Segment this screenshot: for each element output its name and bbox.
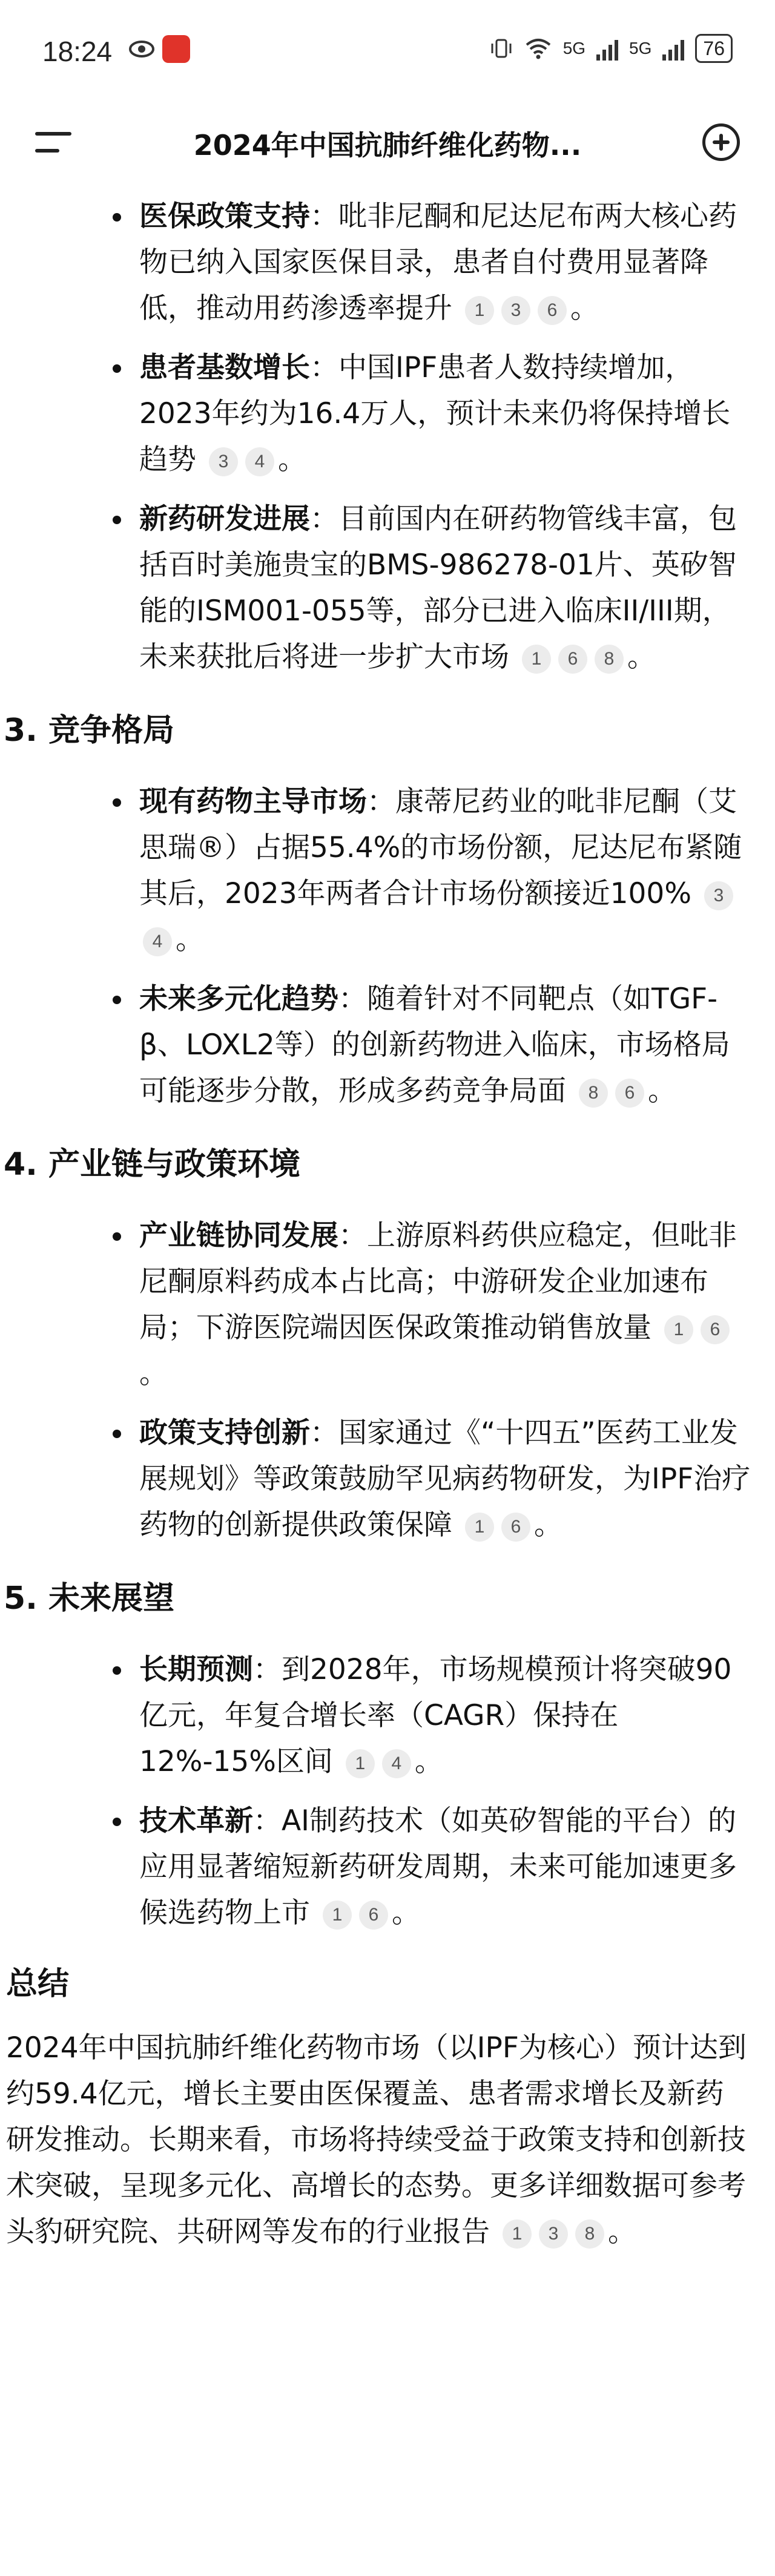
- item-end: 。: [277, 443, 306, 476]
- item-text: 中国IPF患者人数持续增加，2023年约为16.4万人，预计未来仍将保持增长趋势: [139, 351, 731, 476]
- item-end: 。: [176, 923, 204, 956]
- chat-header: [0, 103, 775, 182]
- section-heading: 3. 竞争格局: [4, 712, 175, 749]
- citation-badge[interactable]: 3: [209, 447, 238, 476]
- outlook-list: [115, 1647, 751, 1936]
- summary-text: 2024年中国抗肺纤维化药物市场（以IPF为核心）预计达到约59.4亿元，增长主要由医保覆盖、患者需求增长及新药研发推动。长期来看，市场将持续受益于政策支持和创新技术突破，呈现多元化、高增长的态势。更多详细数据可参考头豹研究院、共研网等发布的行业报告: [6, 2031, 747, 2249]
- citation-badge[interactable]: 8: [579, 1079, 608, 1108]
- citation-badge[interactable]: 1: [664, 1315, 693, 1344]
- item-text: 国家通过《“十四五”医药工业发展规划》等政策鼓励罕见病药物研发，为IPF治疗药物的创新提供政策保障: [139, 1416, 751, 1542]
- summary-paragraph: [6, 2025, 751, 2255]
- citation-badge[interactable]: 1: [465, 296, 494, 325]
- list-item: [115, 496, 751, 680]
- item-end: 。: [627, 640, 656, 674]
- conversation-title[interactable]: 2024年中国抗肺纤维化药物...: [193, 129, 582, 162]
- industry-chain-list: [115, 1213, 751, 1548]
- item-text: 到2028年，市场规模预计将突破90亿元，年复合增长率（CAGR）保持在12%-15%区间: [139, 1653, 732, 1778]
- item-term: 技术革新: [139, 1804, 253, 1838]
- status-icons: [489, 34, 733, 63]
- drivers-list: [115, 194, 751, 680]
- item-sep: ：: [338, 1219, 367, 1252]
- status-time: 18:24: [42, 36, 113, 67]
- item-text: 随着针对不同靶点（如TGF-β、LOXL2等）的创新药物进入临床，市场格局可能逐步分散，形成多药竞争局面: [139, 982, 730, 1108]
- item-text: 目前国内在研药物管线丰富，包括百时美施贵宝的BMS-986278-01片、英矽智能的ISM001-055等，部分已进入临床II/III期，未来获批后将进一步扩大市场: [139, 502, 737, 674]
- list-item: [115, 1798, 751, 1936]
- citation-badge[interactable]: 1: [346, 1749, 375, 1778]
- item-term: 患者基数增长: [139, 351, 310, 384]
- item-term: 未来多元化趋势: [139, 982, 338, 1016]
- item-text: AI制药技术（如英矽智能的平台）的应用显著缩短新药研发周期，未来可能加速更多候选药物上市: [139, 1804, 737, 1930]
- citation-badge[interactable]: 6: [501, 1513, 530, 1542]
- network-label: 5G: [562, 39, 586, 58]
- citation-badge[interactable]: 4: [143, 927, 172, 956]
- eye-icon: [128, 39, 155, 59]
- battery-icon: 76: [695, 34, 733, 63]
- item-text: 吡非尼酮和尼达尼布两大核心药物已纳入国家医保目录，患者自付费用显著降低，推动用药渗透率提升: [139, 200, 737, 325]
- citation-badge[interactable]: 1: [323, 1901, 352, 1930]
- menu-icon[interactable]: [35, 127, 71, 157]
- signal-icon: [596, 36, 618, 61]
- item-end: 。: [139, 1357, 168, 1390]
- item-sep: ：: [253, 1653, 282, 1686]
- wifi-icon: [524, 36, 552, 61]
- citation-badge[interactable]: 6: [615, 1079, 644, 1108]
- item-sep: ：: [310, 1416, 338, 1450]
- vibrate-icon: [489, 36, 513, 61]
- citation-badge[interactable]: 3: [539, 2220, 568, 2249]
- item-sep: ：: [310, 351, 338, 384]
- list-item: [115, 779, 751, 963]
- list-item: [115, 1647, 751, 1785]
- item-sep: ：: [310, 502, 338, 536]
- app-icon: [162, 35, 190, 63]
- item-term: 新药研发进展: [139, 502, 310, 536]
- summary-heading: 总结: [6, 1966, 70, 2002]
- item-end: 。: [570, 292, 599, 325]
- item-end: 。: [533, 1508, 562, 1542]
- citation-badge[interactable]: 3: [501, 296, 530, 325]
- item-term: 医保政策支持: [139, 200, 310, 233]
- new-chat-icon[interactable]: [702, 123, 740, 161]
- signal-icon: [662, 36, 684, 61]
- citation-badge[interactable]: 1: [465, 1513, 494, 1542]
- list-item: [115, 1410, 751, 1548]
- item-term: 现有药物主导市场: [139, 785, 367, 818]
- item-end: 。: [647, 1074, 676, 1108]
- section-heading: 5. 未来展望: [4, 1580, 175, 1617]
- network-label: 5G: [629, 39, 652, 58]
- item-sep: ：: [310, 200, 338, 233]
- status-bar: [0, 0, 775, 103]
- item-text: 上游原料药供应稳定，但吡非尼酮原料药成本占比高；中游研发企业加速布局；下游医院端因医保政策推动销售放量: [139, 1219, 737, 1344]
- item-end: 。: [414, 1745, 443, 1778]
- citation-badge[interactable]: 4: [382, 1749, 411, 1778]
- citation-badge[interactable]: 8: [575, 2220, 604, 2249]
- citation-badge[interactable]: 3: [704, 881, 733, 910]
- citation-badge[interactable]: 6: [359, 1901, 388, 1930]
- citation-badge[interactable]: 1: [522, 645, 551, 674]
- citation-badge[interactable]: 4: [245, 447, 274, 476]
- citation-badge[interactable]: 8: [595, 645, 624, 674]
- citation-badge[interactable]: 6: [538, 296, 567, 325]
- item-sep: ：: [367, 785, 395, 818]
- item-text: 康蒂尼药业的吡非尼酮（艾思瑞®）占据55.4%的市场份额，尼达尼布紧随其后，2023年两者合计市场份额接近100%: [139, 785, 742, 910]
- list-item: [115, 345, 751, 483]
- item-sep: ：: [253, 1804, 282, 1838]
- section-heading: 4. 产业链与政策环境: [4, 1146, 301, 1183]
- citation-badge[interactable]: 6: [701, 1315, 730, 1344]
- list-item: [115, 1213, 751, 1397]
- competition-list: [115, 779, 751, 1114]
- item-sep: ：: [338, 982, 367, 1016]
- message-content: [4, 194, 751, 2255]
- list-item: [115, 976, 751, 1114]
- list-item: [115, 194, 751, 332]
- citation-badge[interactable]: 6: [558, 645, 587, 674]
- citation-badge[interactable]: 1: [503, 2220, 532, 2249]
- item-term: 长期预测: [139, 1653, 253, 1686]
- item-term: 政策支持创新: [139, 1416, 310, 1450]
- item-end: 。: [391, 1896, 420, 1930]
- summary-end: 。: [607, 2215, 636, 2249]
- item-term: 产业链协同发展: [139, 1219, 338, 1252]
